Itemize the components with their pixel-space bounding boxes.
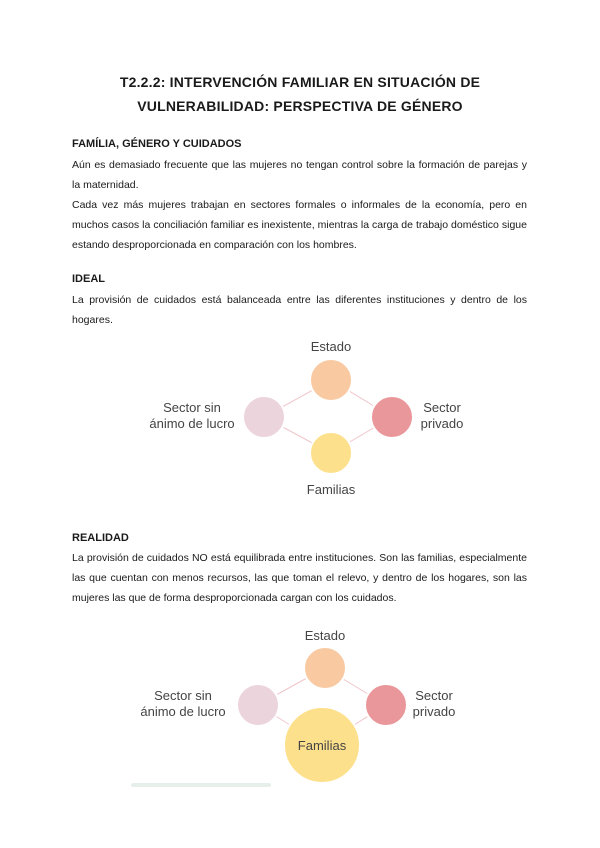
- realidad-diagram: [0, 620, 600, 790]
- ideal-label-sector-privado-2: privado: [420, 416, 464, 431]
- section-heading-familia: FAMÍLIA, GÉNERO Y CUIDADOS: [72, 138, 242, 150]
- ideal-label-estado: Estado: [310, 339, 352, 354]
- ideal-label-sector-privado-1: Sector: [423, 400, 461, 415]
- title-line-2: VULNERABILIDAD: PERSPECTIVA DE GÉNERO: [137, 98, 463, 114]
- ideal-estado-circle: [310, 359, 352, 401]
- section-heading-realidad: REALIDAD: [72, 532, 129, 544]
- realidad-label-estado: Estado: [304, 628, 346, 643]
- realidad-sector-privado-circle: [365, 684, 407, 726]
- ideal-label-sector-sin-2: ánimo de lucro: [149, 416, 235, 431]
- paragraph-ideal: La provisión de cuidados está balanceada entre las diferentes instituciones y dentro de los hogares.: [72, 294, 527, 326]
- title-line-1: T2.2.2: INTERVENCIÓN FAMILIAR EN SITUACIÓN DE: [119, 74, 481, 90]
- paragraph-control: Aún es demasiado frecuente que las mujeres no tengan control sobre la formación de parejas y la maternidad.: [72, 159, 527, 191]
- ideal-sector-privado-circle: [371, 396, 413, 438]
- page-title: [60, 70, 540, 118]
- footer-divider: [131, 783, 271, 787]
- realidad-label-sector-privado-2: privado: [412, 704, 456, 719]
- ideal-label-sector-sin-1: Sector sin: [163, 400, 221, 415]
- realidad-label-sector-privado-1: Sector: [415, 688, 453, 703]
- ideal-familias-circle: [310, 432, 352, 474]
- paragraph-realidad: La provisión de cuidados NO está equilibrada entre instituciones. Son las familias, especialmente las que cuentan con menos recursos, las que toman el relevo, y dentro de los hogares, son las mujeres las que de forma desproporcionada cargan con los cuidados.: [72, 552, 527, 604]
- ideal-diagram: [0, 330, 600, 505]
- realidad-label-sector-sin-1: Sector sin: [154, 688, 212, 703]
- realidad-estado-circle: [304, 647, 346, 689]
- ideal-label-familias: Familias: [306, 482, 356, 497]
- realidad-label-familias: Familias: [297, 738, 347, 753]
- section-heading-ideal: IDEAL: [72, 273, 105, 285]
- realidad-sector-sin-circle: [237, 684, 279, 726]
- realidad-label-sector-sin-2: ánimo de lucro: [140, 704, 226, 719]
- paragraph-conciliacion: Cada vez más mujeres trabajan en sectores formales o informales de la economía, pero en muchos casos la conciliación familiar es inexistente, mientras la carga de trabajo doméstico sigue estando desproporcionada en comparación con los hombres.: [72, 199, 527, 251]
- ideal-sector-sin-circle: [243, 396, 285, 438]
